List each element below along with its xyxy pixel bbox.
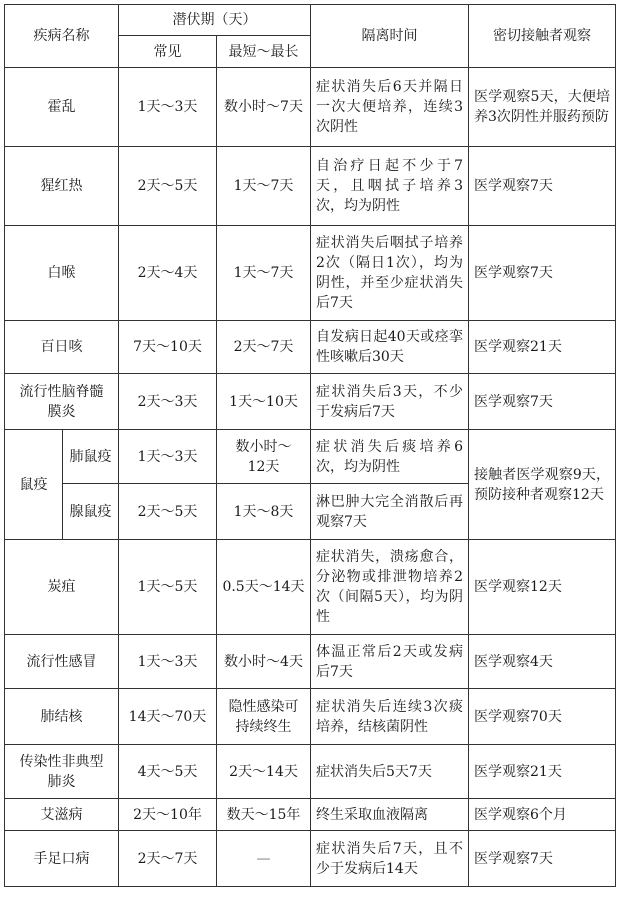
- table-row: [5, 68, 616, 147]
- common-period: 14天～70天: [119, 689, 217, 745]
- table-row: [5, 147, 616, 226]
- isolation-time: 症状消失后咽拭子培养2次（隔日1次），均为阴性，并至少症状消失后7天: [311, 226, 469, 321]
- common-period: 2天～5天: [119, 147, 217, 226]
- range-period: 数天～15年: [217, 799, 311, 831]
- isolation-time: 淋巴肿大完全消散后再观察7天: [311, 484, 469, 540]
- header-disease: 疾病名称: [5, 5, 119, 68]
- table-row: [5, 540, 616, 635]
- table-row: [5, 745, 616, 799]
- disease-name: 流行性感冒: [5, 635, 119, 689]
- disease-name: 传染性非典型肺炎: [5, 745, 119, 799]
- isolation-time: 症状消失后3天，不少于发病后7天: [311, 374, 469, 430]
- range-period: 数小时～4天: [217, 635, 311, 689]
- range-period: 数小时～7天: [217, 68, 311, 147]
- common-period: 2天～4天: [119, 226, 217, 321]
- range-period: 1天～10天: [217, 374, 311, 430]
- common-period: 1天～3天: [119, 430, 217, 484]
- subtype-name: 肺鼠疫: [63, 430, 119, 484]
- common-period: 2天～10年: [119, 799, 217, 831]
- range-period: 2天～7天: [217, 321, 311, 374]
- disease-name: 艾滋病: [5, 799, 119, 831]
- table-row: [5, 430, 616, 484]
- range-period: —: [217, 831, 311, 887]
- table-row: [5, 831, 616, 887]
- contact-observation: 接触者医学观察9天，预防接种者观察12天: [469, 430, 616, 540]
- disease-group-name: 鼠疫: [5, 430, 63, 540]
- disease-name: 流行性脑脊髓膜炎: [5, 374, 119, 430]
- range-period: 0.5天～14天: [217, 540, 311, 635]
- contact-observation: 医学观察5天，大便培养3次阴性并服药预防: [469, 68, 616, 147]
- disease-name: 肺结核: [5, 689, 119, 745]
- common-period: 2天～5天: [119, 484, 217, 540]
- isolation-time: 症状消失后5天7天: [311, 745, 469, 799]
- table-row: [5, 689, 616, 745]
- table-row: [5, 321, 616, 374]
- common-period: 1天～3天: [119, 68, 217, 147]
- header-incubation: 潜伏期（天）: [119, 5, 311, 36]
- disease-name: 炭疽: [5, 540, 119, 635]
- common-period: 1天～3天: [119, 635, 217, 689]
- contact-observation: 医学观察4天: [469, 635, 616, 689]
- header-row: [5, 5, 616, 36]
- contact-observation: 医学观察6个月: [469, 799, 616, 831]
- subtype-name: 腺鼠疫: [63, 484, 119, 540]
- common-period: 1天～5天: [119, 540, 217, 635]
- contact-observation: 医学观察7天: [469, 147, 616, 226]
- table-row: [5, 226, 616, 321]
- table-row: [5, 374, 616, 430]
- range-period: 2天～14天: [217, 745, 311, 799]
- common-period: 2天～7天: [119, 831, 217, 887]
- disease-name: 霍乱: [5, 68, 119, 147]
- table-row: [5, 635, 616, 689]
- isolation-time: 症状消失后6天并隔日一次大便培养，连续3次阴性: [311, 68, 469, 147]
- header-contacts: 密切接触者观察: [469, 5, 616, 68]
- isolation-time: 体温正常后2天或发病后7天: [311, 635, 469, 689]
- contact-observation: 医学观察12天: [469, 540, 616, 635]
- disease-name: 手足口病: [5, 831, 119, 887]
- isolation-time: 症状消失，溃疡愈合，分泌物或排泄物培养2次（间隔5天），均为阴性: [311, 540, 469, 635]
- common-period: 2天～3天: [119, 374, 217, 430]
- disease-name: 猩红热: [5, 147, 119, 226]
- isolation-time: 症状消失后痰培养6次，均为阴性: [311, 430, 469, 484]
- contact-observation: 医学观察7天: [469, 226, 616, 321]
- range-period: 1天～7天: [217, 226, 311, 321]
- contact-observation: 医学观察7天: [469, 374, 616, 430]
- isolation-time: 自治疗日起不少于7天，且咽拭子培养3次，均为阴性: [311, 147, 469, 226]
- common-period: 7天～10天: [119, 321, 217, 374]
- disease-name: 白喉: [5, 226, 119, 321]
- isolation-time: 自发病日起40天或痉挛性咳嗽后30天: [311, 321, 469, 374]
- isolation-time: 症状消失后7天，且不少于发病后14天: [311, 831, 469, 887]
- range-period: 1天～8天: [217, 484, 311, 540]
- header-isolation: 隔离时间: [311, 5, 469, 68]
- isolation-table: [4, 4, 616, 887]
- header-range: 最短～最长: [217, 36, 311, 68]
- contact-observation: 医学观察7天: [469, 831, 616, 887]
- contact-observation: 医学观察21天: [469, 321, 616, 374]
- range-period: 隐性感染可持续终生: [217, 689, 311, 745]
- contact-observation: 医学观察21天: [469, 745, 616, 799]
- range-period: 1天～7天: [217, 147, 311, 226]
- isolation-time: 症状消失后连续3次痰培养，结核菌阴性: [311, 689, 469, 745]
- disease-name: 百日咳: [5, 321, 119, 374]
- isolation-time: 终生采取血液隔离: [311, 799, 469, 831]
- contact-observation: 医学观察70天: [469, 689, 616, 745]
- range-period: 数小时～12天: [217, 430, 311, 484]
- common-period: 4天～5天: [119, 745, 217, 799]
- table-row: [5, 799, 616, 831]
- header-common: 常见: [119, 36, 217, 68]
